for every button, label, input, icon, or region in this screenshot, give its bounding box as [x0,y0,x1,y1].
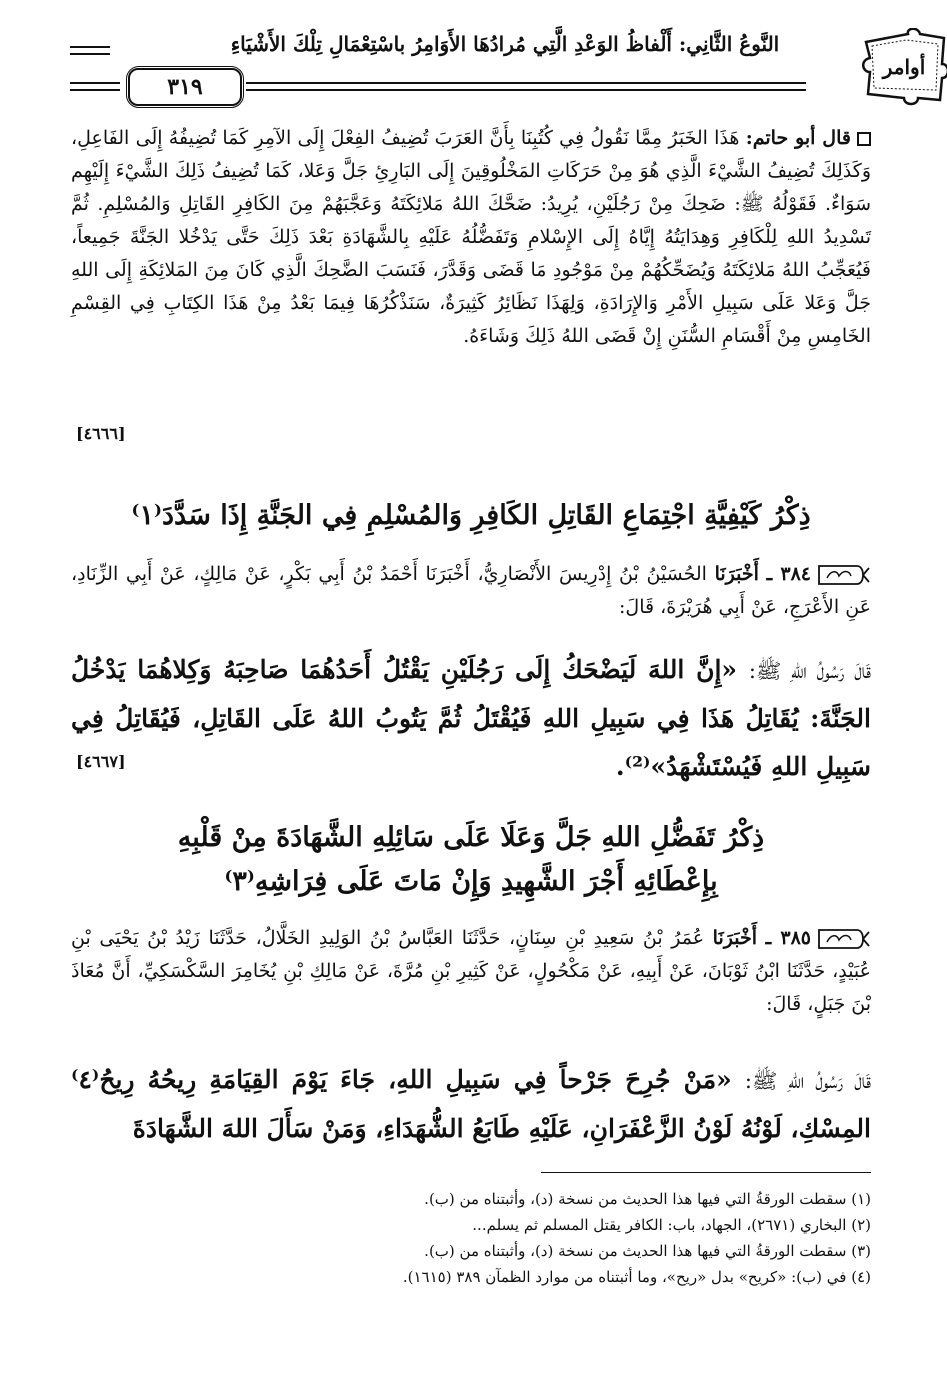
hadith-isnad [71,922,871,1021]
speaker-label: قال أبو حاتم: [745,127,851,149]
commentary-paragraph [71,122,871,353]
isnad-text: عُمَرُ بْنُ سَعِيدِ بْنِ سِنَانٍ، حَدَّثَنَا العَبَّاسُ بْنُ الوَلِيدِ الخَلَّالُ، حَدَّثَنَا زَيْدُ بْنُ يَحْيَى بْنِ عُبَيْدٍ، حَدَّثَنَا ابْنُ ثَوْبَانَ، عَنْ أَبِيهِ، عَنْ مَكْحُولٍ، عَنْ كَثِيرِ بْنِ مُرَّةَ، عَنْ مَالِكِ بْنِ يُخَامِرَ السَّكْسَكِيِّ، أَنَّ مُعَاذَ بْنَ جَبَلٍ، قَالَ: [71,927,871,1015]
reference-number: [٤٦٦٧] [76,752,126,771]
commentary-text: هَذَا الخَبَرُ مِمَّا نَقُولُ فِي كُتُبِنَا بِأَنَّ العَرَبَ تُضِيفُ الفِعْلَ إِلَى الآمِرِ كَمَا تُضِيفُهُ إِلَى الفَاعِلِ، وَكَذَلِكَ تُضِيفُ الشَّيْءَ الَّذِي هُوَ مِنْ حَرَكَاتِ المَخْلُوقِينَ إِلَى البَارِئِ جَلَّ وَعَلا، كَمَا تُضِيفُ ذَلِكَ الشَّيْءَ إِلَيْهِم سَوَاءٌ. فَقَوْلُهُ ﷺ: ضَحِكَ مِنْ رَجُلَيْنِ، يُرِيدُ: ضَحَّكَ اللهُ مَلائِكَتَهُ وَعَجَّبَهُمْ مِنَ الكَافِرِ القَاتِلِ وَالمُسْلِمِ. ثُمَّ تَسْدِيدُ اللهِ لِلْكَافِرِ وَهِدَايَتُهُ إِيَّاهُ إِلَى الإِسْلامِ وَتَفَضُّلُهُ عَلَيْهِ بِالشَّهَادَةِ بَعْدَ ذَلِكَ حَتَّى يَدْخُلا الجَنَّةَ جَمِيعاً، فَيُعَجِّبُ اللهُ مَلائِكَتَهُ وَيُضَحِّكُهُمْ مِنْ مَوْجُودِ مَا قَضَى وَقَدَّرَ، فَنَسَبَ الضَّحِكَ الَّذِي كَانَ مِنَ المَلائِكَةِ إِلَى اللهِ جَلَّ وَعَلا عَلَى سَبِيلِ الأَمْرِ وَالإِرَادَةِ، وَلِهَذَا نَظَائِرُ كَثِيرَةٌ، سَنَذْكُرُهَا فِيمَا بَعْدُ مِنْ هَذَا الكِتَابِ فِي القِسْمِ الخَامِسِ مِنْ أَقْسَامِ السُّنَنِ إِنْ قَضَى اللهُ ذَلِكَ وَشَاءَهُ. [71,127,871,347]
hadith-matn [71,1056,871,1153]
akhbarana-label: أَخْبَرَنَا [712,927,757,949]
footnote-4: (٤) في (ب): «كريح» بدل «ريح»، وما أثبتناه من موارد الظمآن ٣٨٩ (١٦١٥). [402,1268,871,1286]
page-number-box [70,68,310,108]
reference-number: [٤٦٦٦] [76,424,126,443]
hadith-number: ٣٨٤ ـ [766,563,811,585]
section-title-line2: بِإِعْطَائِهِ أَجْرَ الشَّهِيدِ وَإِنْ مَاتَ عَلَى فِرَاشِهِ⁽٣⁾ [224,866,718,897]
isnad-text: الحُسَيْنُ بْنُ إِدْرِيسَ الأَنْصَارِيُّ، أَخْبَرَنَا أَحْمَدُ بْنُ أَبِي بَكْرٍ، عَنْ مَالِكٍ، عَنْ أَبِي الزِّنَادِ، عَنِ الأَعْرَجِ، عَنْ أَبِي هُرَيْرَةَ، قَالَ: [71,563,871,618]
matn-text: «مَنْ جُرِحَ جَرْحاً فِي سَبِيلِ اللهِ، جَاءَ يَوْمَ القِيَامَةِ رِيحُهُ رِيحُ⁽٤⁾ المِسْكِ، لَوْنُهُ لَوْنُ الزَّعْفَرَانِ، عَلَيْهِ طَابَعُ الشُّهَدَاءِ، وَمَنْ سَأَلَ اللهَ الشَّهَادَةَ [71,1065,871,1143]
hadith-intro: قَالَ رَسُولُ اللهِ ﷺ: [748,659,871,683]
footnote-divider [541,1172,871,1173]
header-rule-left [70,46,110,55]
hadith-matn [71,646,871,791]
page-num-rule-right [246,82,806,91]
section-title [71,816,871,904]
hadith-marker-icon [817,562,871,588]
square-bullet-icon [857,132,871,146]
footnote-2: (٢) البخاري (٢٦٧١)، الجهاد، باب: الكافر يقتل المسلم ثم يسلم... [472,1216,871,1234]
puzzle-piece-icon [858,28,947,106]
page-number: ٣١٩ [128,68,242,106]
matn-text: «إِنَّ اللهَ لَيَضْحَكُ إِلَى رَجُلَيْنِ يَقْتُلُ أَحَدُهُمَا صَاحِبَهُ وَكِلاهُمَا يَدْخُلُ الجَنَّةَ: يُقَاتِلُ هَذَا فِي سَبِيلِ اللهِ فَيُقْتَلُ ثُمَّ يَتُوبُ اللهُ عَلَى القَاتِلِ، فَيُقَاتِلُ فِي سَبِيلِ اللهِ فَيُسْتَشْهَدُ»⁽²⁾. [71,655,871,781]
hadith-isnad [71,558,871,624]
hadith-intro: قَالَ رَسُولُ اللهِ ﷺ: [744,1069,871,1093]
akhbarana-label: أَخْبَرَنَا [714,563,759,585]
footnotes [71,1186,871,1290]
page-num-rule-left [70,82,120,91]
section-title-line1: ذِكْرُ تَفَضُّلِ اللهِ جَلَّ وَعَلَا عَلَى سَائِلِهِ الشَّهَادَةَ مِنْ قَلْبِهِ [177,822,765,853]
section-title: ذِكْرُ كَيْفِيَّةِ اجْتِمَاعِ القَاتِلِ الكَافِرِ وَالمُسْلِمِ فِي الجَنَّةِ إِذَا سَدَّدَ⁽١⁾ [131,500,811,531]
hadith-marker-icon [817,926,871,952]
running-head: النَّوعُ الثَّانِي: أَلْفاظُ الوَعْدِ الَّتِي مُرادُهَا الأَوَامِرُ باسْتِعْمَالِ تِلْكَ الأَشْيَاءِ [230,32,780,56]
puzzle-label: أوامر [882,55,926,79]
hadith-number: ٣٨٥ ـ [765,927,811,949]
page-header [70,28,926,108]
footnote-1: (١) سقطت الورقةُ التي فيها هذا الحديث من نسخة (د)، وأثبتناه من (ب). [424,1190,871,1208]
footnote-3: (٣) سقطت الورقةُ التي فيها هذا الحديث من نسخة (د)، وأثبتناه من (ب). [424,1242,871,1260]
